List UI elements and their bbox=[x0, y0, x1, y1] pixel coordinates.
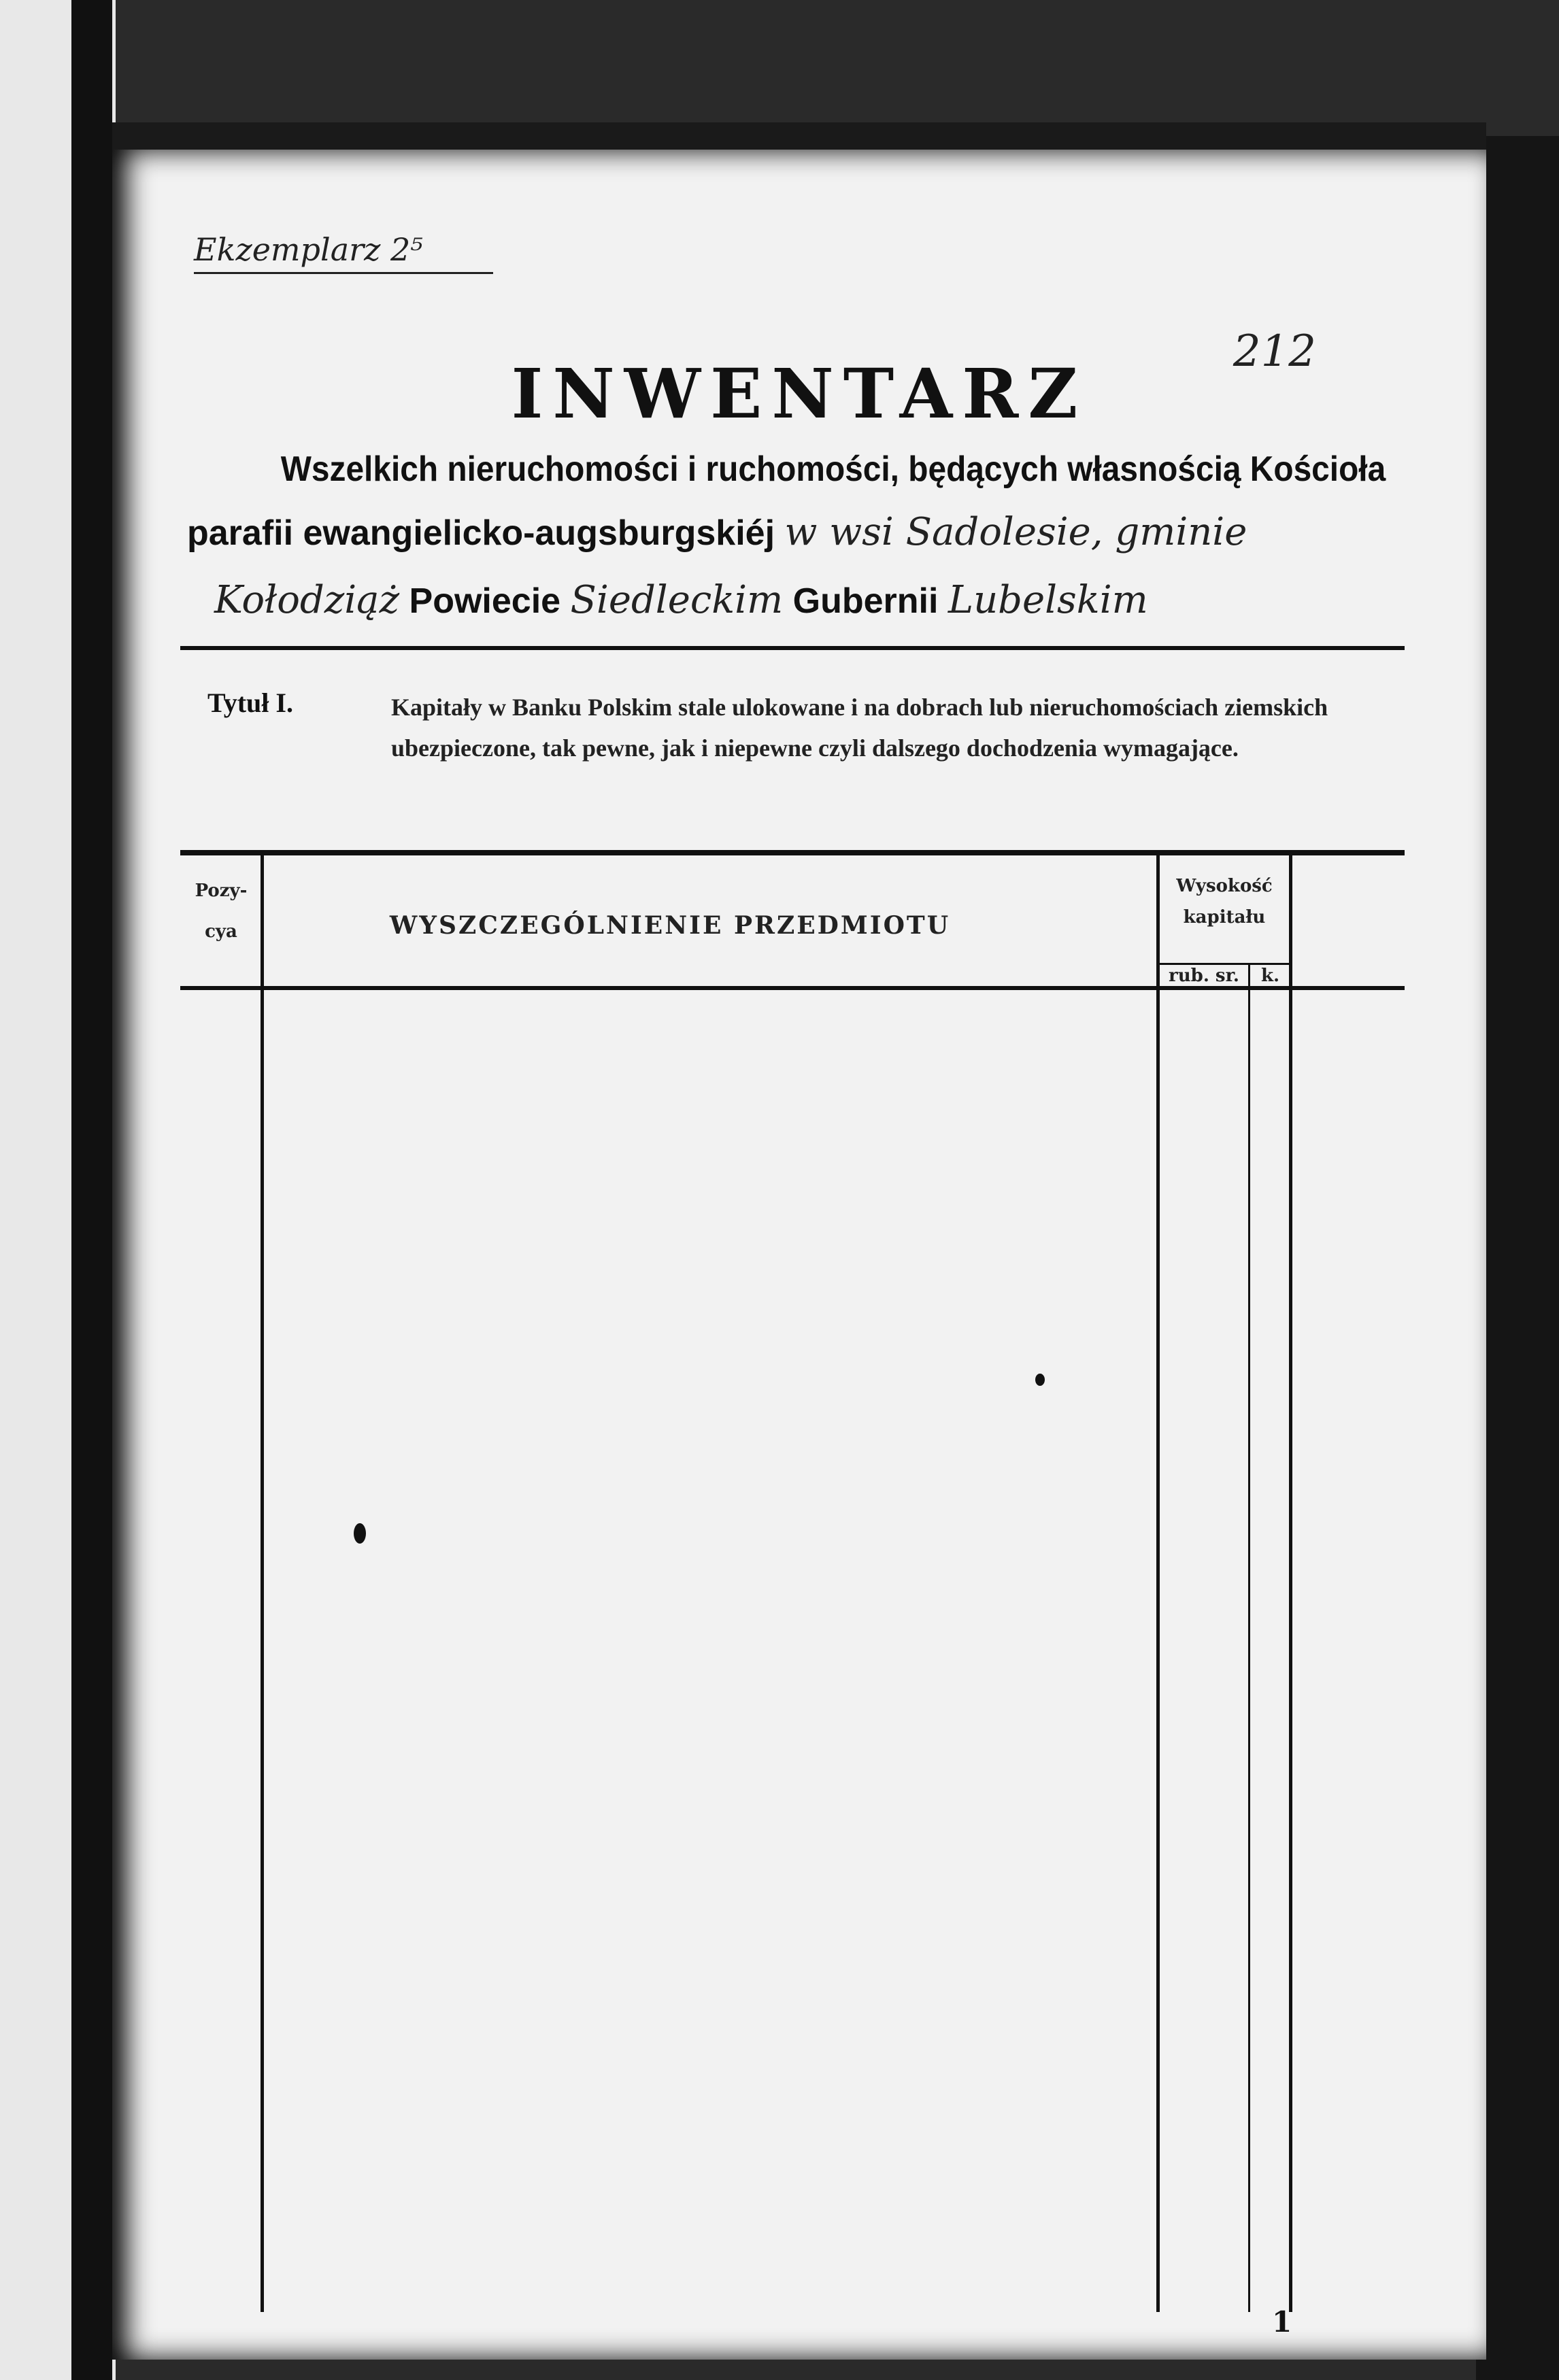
book-spine bbox=[71, 0, 112, 2380]
header-position: Pozy-cya bbox=[195, 881, 248, 942]
ink-dot bbox=[1035, 1374, 1045, 1386]
heading-line-1: Wszelkich nieruchomości i ruchomości, będących własnością Kościoła bbox=[280, 449, 1386, 489]
heading-rule bbox=[180, 646, 1405, 650]
ink-blot bbox=[354, 1523, 366, 1544]
heading-line-2-handwritten: w wsi Sadolesie, gminie bbox=[784, 510, 1247, 554]
column-divider-kopek bbox=[1248, 963, 1250, 2312]
header-kopeks: k. bbox=[1260, 966, 1280, 986]
table-header-bottom-border bbox=[180, 986, 1405, 990]
column-divider-position bbox=[261, 850, 264, 2312]
powiat-handwritten: Siedleckim bbox=[570, 578, 784, 622]
column-divider-amount bbox=[1156, 850, 1160, 2312]
gubernia-handwritten: Lubelskim bbox=[948, 578, 1148, 622]
page-number: 1 bbox=[1272, 2305, 1292, 2339]
header-description: WYSZCZEGÓLNIENIE PRZEDMIOTU bbox=[389, 911, 951, 940]
inventory-table bbox=[180, 850, 1405, 2312]
amount-subheader-rule bbox=[1160, 963, 1289, 965]
exemplar-note: Ekzemplarz 2⁵ bbox=[194, 231, 493, 274]
heading-line-2 bbox=[187, 510, 1479, 554]
document-page bbox=[112, 122, 1486, 2360]
heading-line-3 bbox=[214, 578, 1507, 622]
page-title: INWENTARZ bbox=[511, 354, 1088, 434]
heading-line-2-printed: parafii ewangielicko-augsburgskiéj bbox=[187, 513, 775, 553]
section-description: Kapitały w Banku Polskim stale ulokowane i na dobrach lub nieruchomościach ziemskich ubezpieczone, tak pewne, jak i niepewne czyli dalszego dochodzenia wymagające. bbox=[391, 694, 1328, 762]
gmina-handwritten: Kołodziąż bbox=[214, 578, 400, 622]
page-edge-shadow bbox=[1476, 136, 1559, 2380]
folio-number: 212 bbox=[1233, 326, 1316, 377]
header-rubles: rub. sr. bbox=[1169, 966, 1239, 986]
powiecie-label: Powiecie bbox=[409, 581, 561, 621]
section-label: Tytuł I. bbox=[207, 687, 293, 718]
table-top-border bbox=[180, 850, 1405, 855]
gubernii-label: Gubernii bbox=[792, 581, 939, 621]
column-divider-right bbox=[1289, 850, 1292, 2312]
table-left-edge bbox=[180, 850, 184, 855]
header-amount: Wysokość kapitału bbox=[1176, 876, 1273, 928]
